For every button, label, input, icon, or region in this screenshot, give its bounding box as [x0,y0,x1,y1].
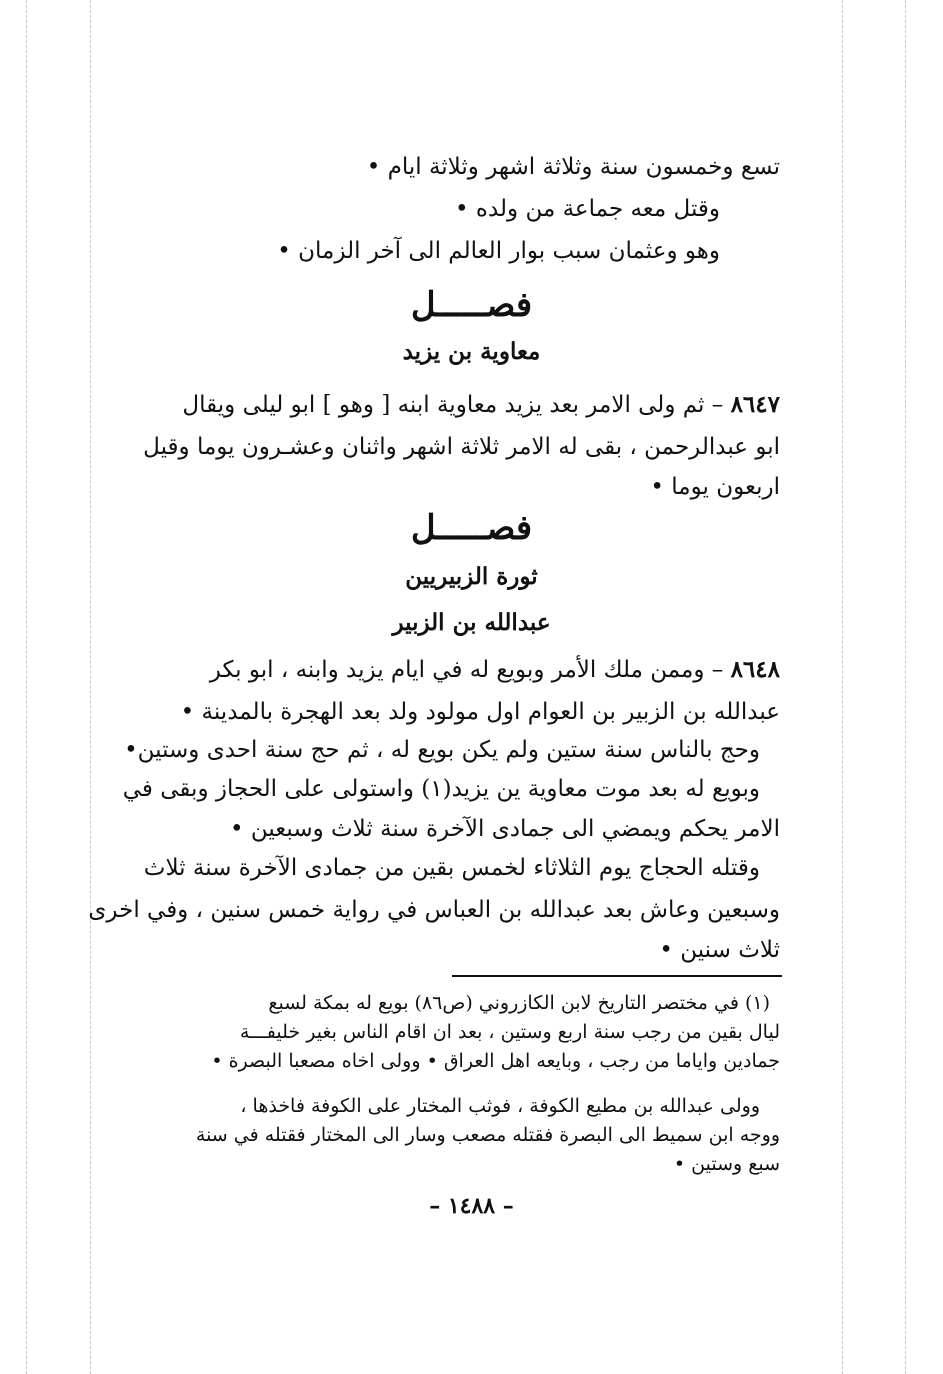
footnote-separator [452,975,782,977]
section-subheading: عبدالله بن الزبير [392,609,551,636]
scan-guide-line [90,0,91,1374]
paragraph-number: ٨٦٤٨ [730,656,780,683]
scan-guide-line [26,0,27,1374]
book-page: تسع وخمسون سنة وثلاثة اشهر وثلاثة ايام • وقتل معه جماعة من ولده • وهو وعثمان سبب بوار العالم الى آخر الزمان • فصـــــل معاوية بن يزيد ٨٦٤٧ – ثم ولى الامر بعد يزيد معاوية ابنه [ وهو ] ابو ليلى ويقال ابو عبدالرحمن ، بقى له الامر ثلاثة اشهر واثنان وعشـرون يوما وقيل اربعون يوما • فصـــــل ثورة الزبيريين عبدالله بن الزبير ٨٦٤٨ – وممن ملك الأمر وبويع له في ايام يزيد وابنه ، ابو بكر عبدالله بن الزبير بن العوام اول مولود ولد بعد الهجرة بالمدينة • وحج بالناس سنة ستين ولم يكن بويع له ، ثم حج سنة احدى وستين• وبويع له بعد موت معاوية ين يزيد(١) واستولى على الحجاز وبقى في الامر يحكم ويمضي الى جمادى الآخرة سنة ثلاث وسبعين • وقتله الحجاج يوم الثلاثاء لخمس بقين من جمادى الآخرة سنة ثلاث وسبعين وعاش بعد عبدالله بن العباس في رواية خمس سنين ، وفي اخرى ثلاث سنين • (١) في مختصر التاريخ لابن الكازروني (ص٨٦) بويع له بمكة لسبع ليال بقين من رجب سنة اربع وستين ، بعد ان اقام الناس بغير خليفـــة جمادين واياما من رجب ، وبايعه اهل العراق • وولى اخاه مصعبا البصرة • وولى عبدالله بن مطيع الكوفة ، فوثب المختار على الكوفة فاخذها ، ووجه ابن سميط الى البصرة فقتله مصعب وسار الى المختار فقتله في سنة سبع وستين • – ١٤٨٨ – [0,0,943,1374]
scan-guide-line [905,0,906,1374]
section-heading: ثورة الزبيريين [405,563,538,590]
section-title: فصـــــل [410,285,533,325]
scan-guide-line [842,0,843,1374]
section-title: فصـــــل [410,508,533,548]
paragraph-number: ٨٦٤٧ [730,391,780,418]
section-heading: معاوية بن يزيد [402,338,541,365]
page-number: – ١٤٨٨ – [429,1193,514,1219]
